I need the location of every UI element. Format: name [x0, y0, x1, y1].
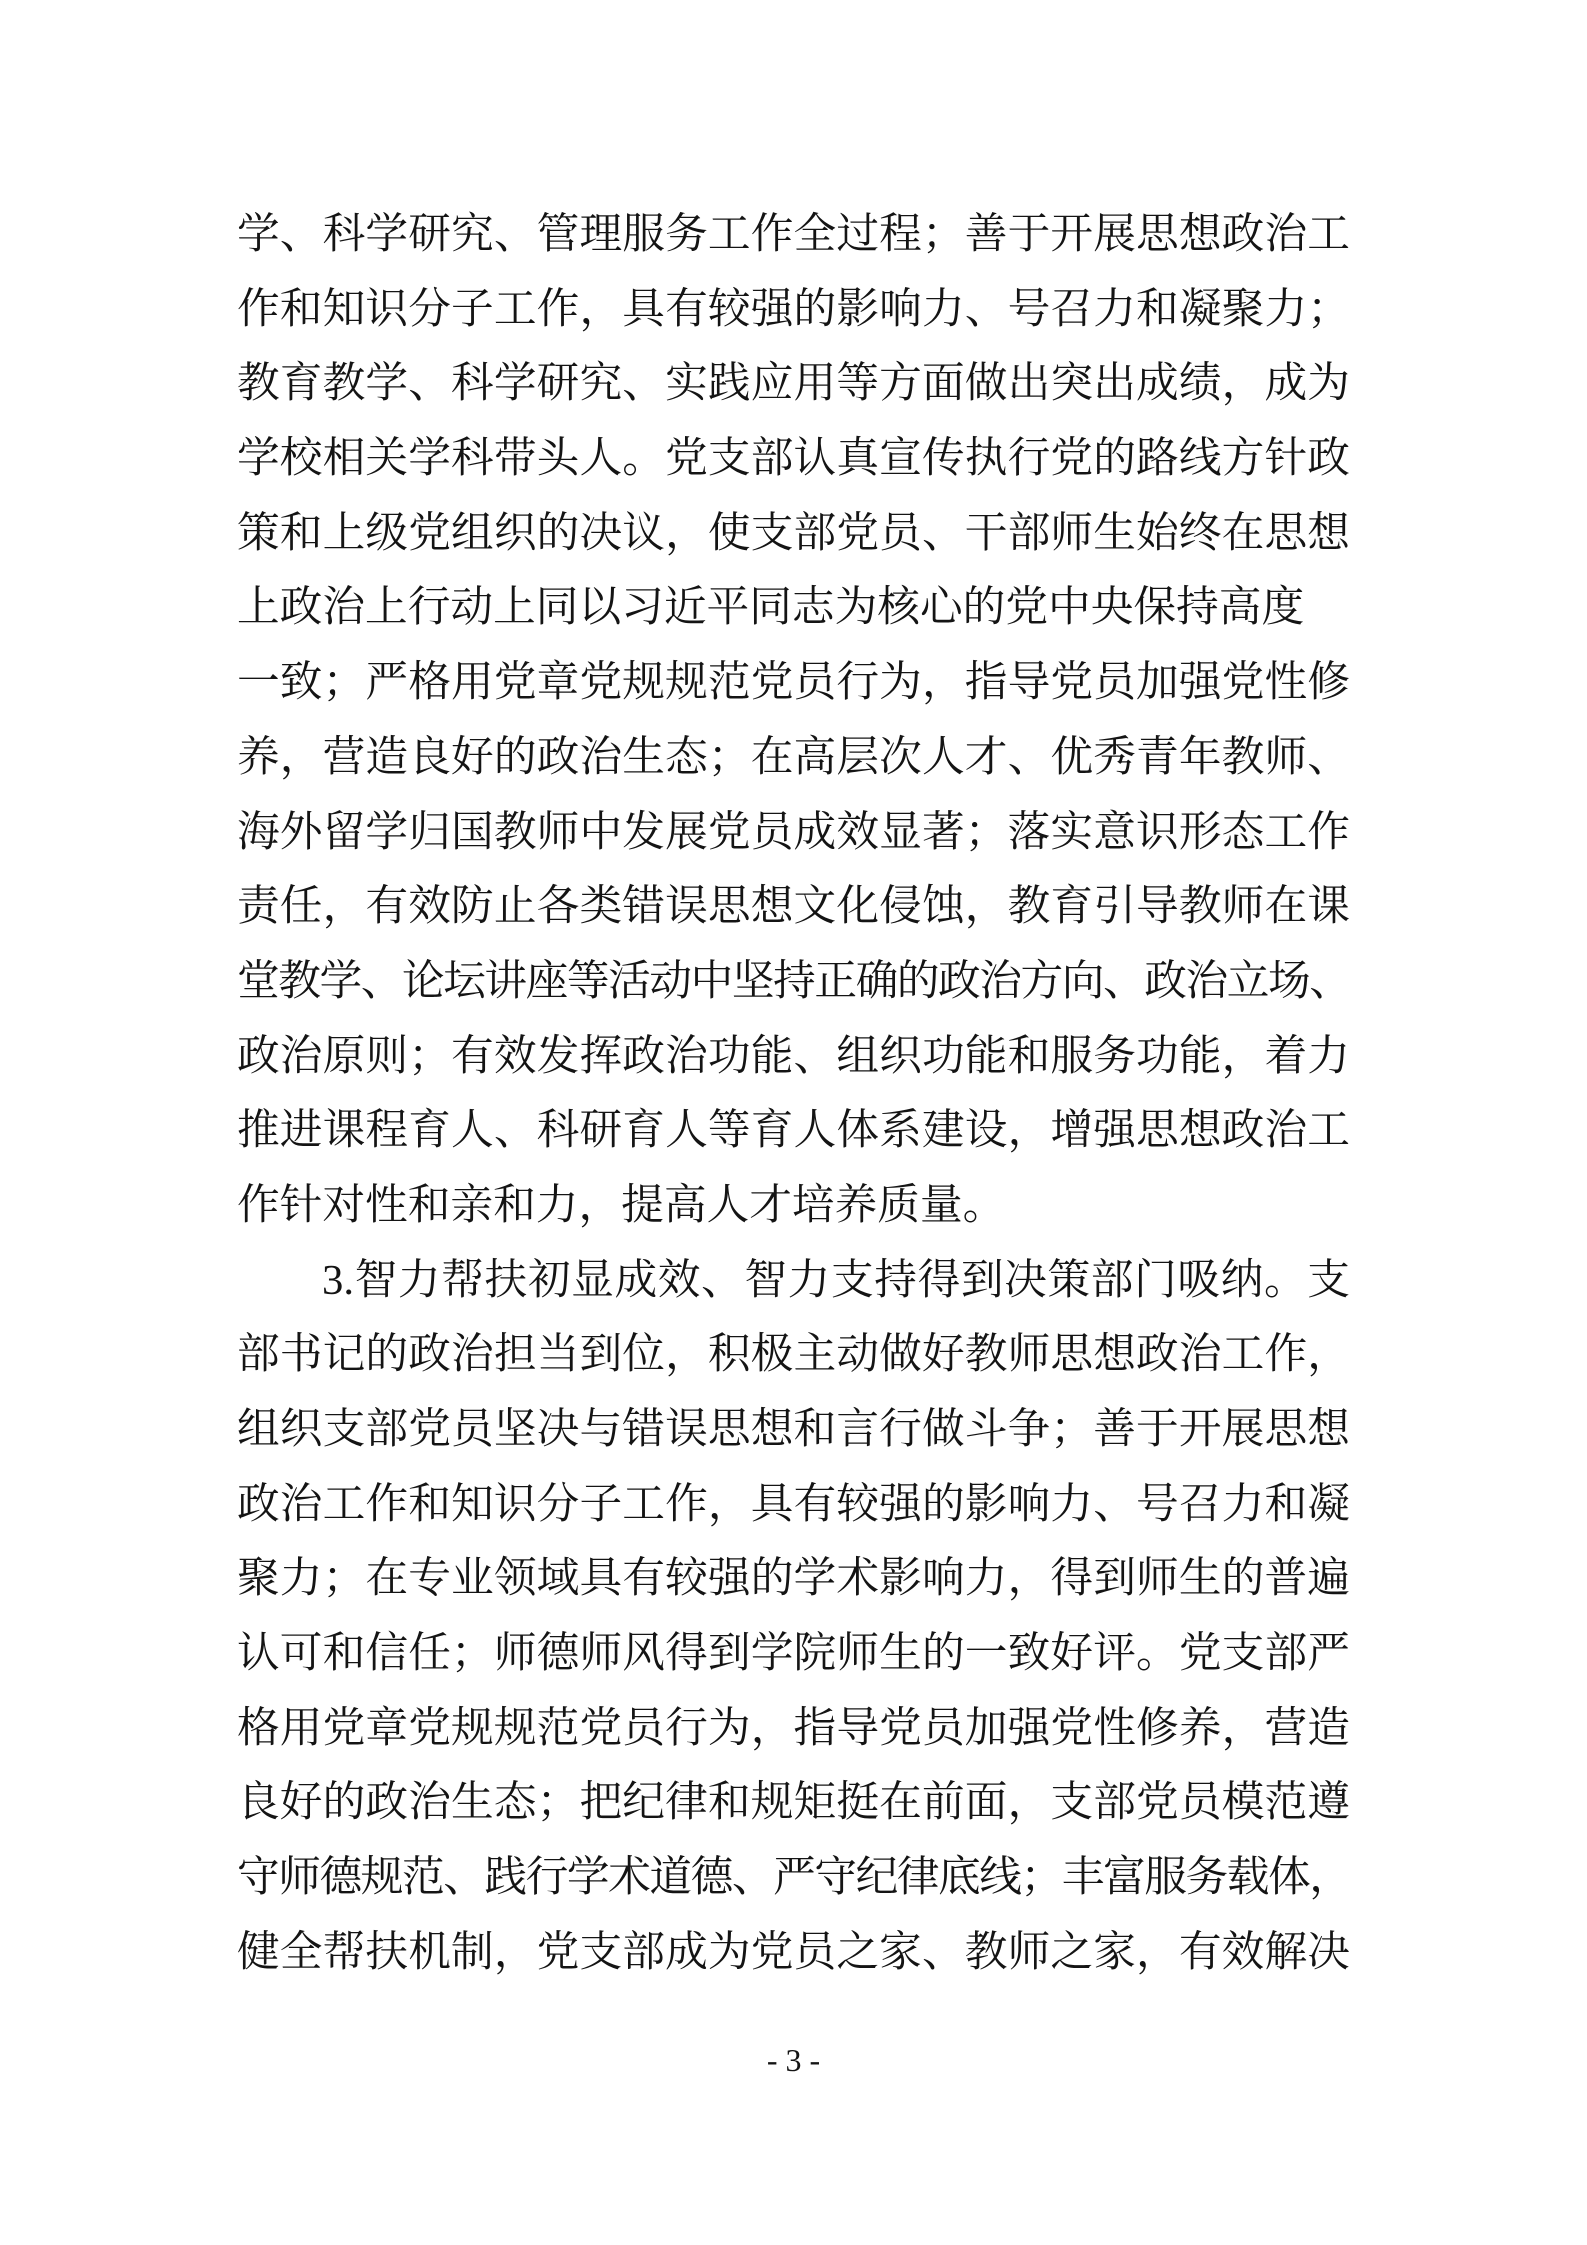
document-body — [237, 198, 1350, 1991]
text-line: 堂教学、论坛讲座等活动中坚持正确的政治方向、政治立场、 — [237, 957, 1350, 1005]
text-line: 政治工作和知识分子工作，具有较强的影响力、号召力和凝 — [237, 1480, 1350, 1528]
text-line: 一致；严格用党章党规规范党员行为，指导党员加强党性修 — [237, 659, 1350, 707]
text-line: 守师德规范、践行学术道德、严守纪律底线；丰富服务载体， — [237, 1854, 1350, 1902]
text-line: 教育教学、科学研究、实践应用等方面做出突出成绩，成为 — [237, 360, 1350, 408]
text-line: 政治原则；有效发挥政治功能、组织功能和服务功能，着力 — [237, 1032, 1350, 1080]
text-line: 策和上级党组织的决议，使支部党员、干部师生始终在思想 — [237, 509, 1350, 557]
text-line: 养，营造良好的政治生态；在高层次人才、优秀青年教师、 — [237, 733, 1350, 781]
text-line: 部书记的政治担当到位，积极主动做好教师思想政治工作， — [237, 1331, 1350, 1379]
text-line: 聚力；在专业领域具有较强的学术影响力，得到师生的普遍 — [237, 1555, 1350, 1603]
text-line: 认可和信任；师德师风得到学院师生的一致好评。党支部严 — [237, 1630, 1350, 1678]
text-line: 海外留学归国教师中发展党员成效显著；落实意识形态工作 — [237, 808, 1350, 856]
text-line: 良好的政治生态；把纪律和规矩挺在前面，支部党员模范遵 — [237, 1779, 1350, 1827]
text-line: 学、科学研究、管理服务工作全过程；善于开展思想政治工 — [237, 211, 1350, 258]
text-line: 组织支部党员坚决与错误思想和言行做斗争；善于开展思想 — [237, 1406, 1350, 1453]
text-line: 作和知识分子工作，具有较强的影响力、号召力和凝聚力； — [237, 285, 1350, 333]
text-line: 上政治上行动上同以习近平同志为核心的党中央保持高度 — [237, 584, 1305, 632]
text-line: 推进课程育人、科研育人等育人体系建设，增强思想政治工 — [237, 1107, 1350, 1155]
text-line: 3.智力帮扶初显成效、智力支持得到决策部门吸纳。支 — [322, 1256, 1350, 1304]
text-line: 学校相关学科带头人。党支部认真宣传执行党的路线方针政 — [237, 435, 1350, 483]
text-line: 作针对性和亲和力，提高人才培养质量。 — [237, 1181, 1006, 1229]
text-line: 责任，有效防止各类错误思想文化侵蚀，教育引导教师在课 — [237, 883, 1350, 931]
text-line: 健全帮扶机制，党支部成为党员之家、教师之家，有效解决 — [237, 1928, 1350, 1976]
page-number: - 3 - — [766, 2042, 821, 2078]
text-line: 格用党章党规规范党员行为，指导党员加强党性修养，营造 — [237, 1704, 1350, 1752]
